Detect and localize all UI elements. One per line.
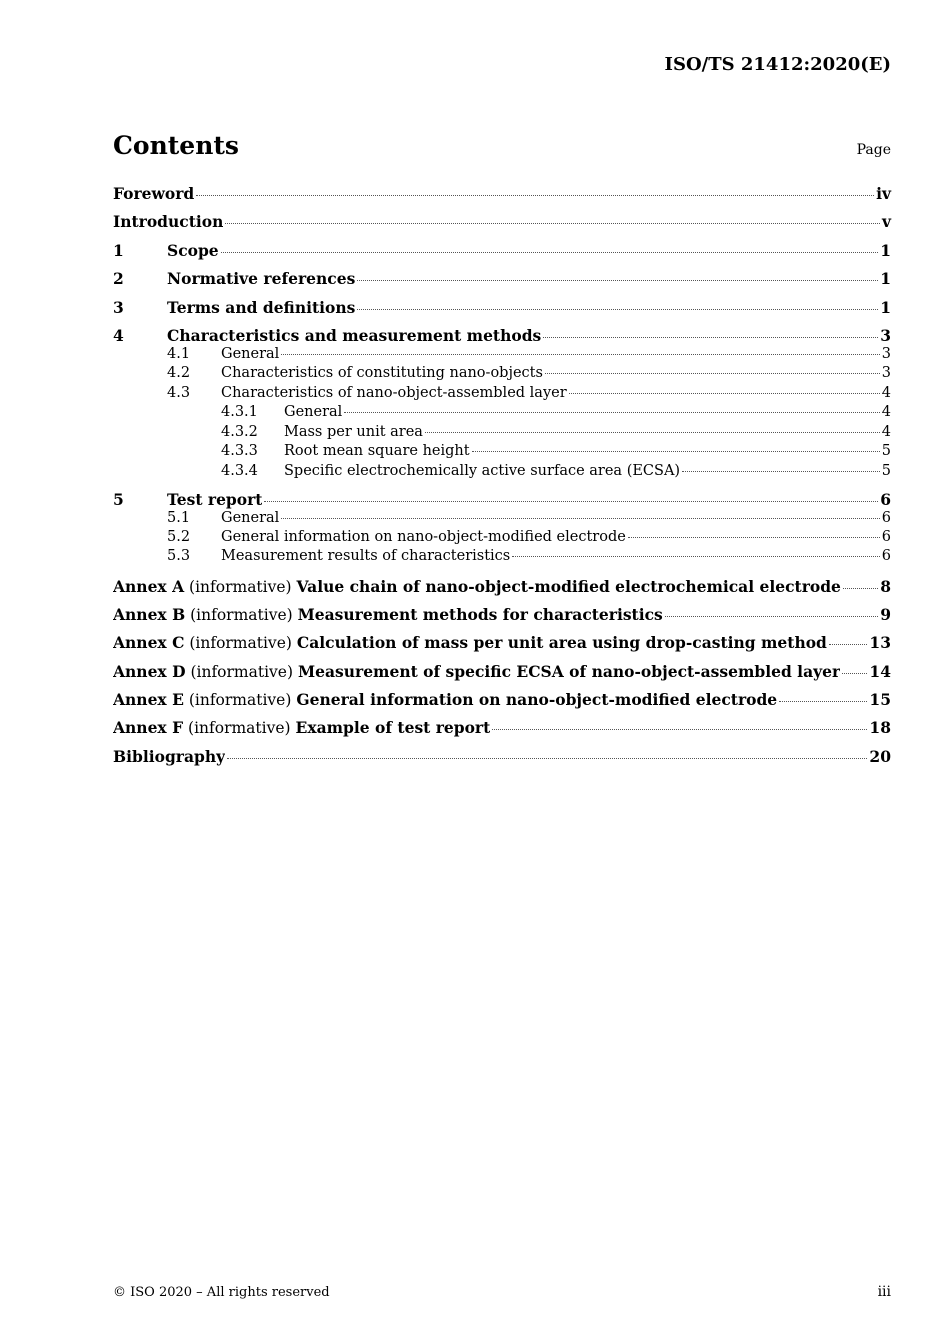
toc-annex-text: [113, 577, 841, 596]
toc-entry-text: Characteristics of constituting nano-objects: [221, 365, 543, 381]
toc-entry-page: 14: [869, 662, 891, 681]
toc-entry-text: Introduction: [113, 212, 224, 231]
annex-title: Example of test report: [295, 718, 491, 737]
toc-entry-text: General: [221, 346, 280, 362]
toc-entry-page: 5: [881, 443, 891, 459]
toc-entry-text: Characteristics of nano-object-assembled layer: [221, 385, 567, 401]
toc-entry-page: 4: [881, 404, 891, 420]
annex-title: Calculation of mass per unit area using drop-casting method: [296, 633, 827, 652]
toc-entry-page: 3: [881, 365, 891, 381]
toc-entry-4-3[interactable]: [113, 385, 891, 405]
toc-entry-number: 4.3.3: [221, 443, 258, 459]
toc-entry-4-2[interactable]: [113, 365, 891, 385]
toc-annex-e[interactable]: [113, 690, 891, 710]
toc-entry-5-3[interactable]: [113, 548, 891, 568]
dot-leader: [225, 223, 880, 224]
dot-leader: [665, 616, 878, 617]
toc-entry-page: 6: [881, 548, 891, 564]
dot-leader: [264, 501, 878, 502]
toc-entry-terms-definitions[interactable]: [113, 298, 891, 318]
toc-entry-number: 5: [113, 490, 124, 509]
page-column-label: Page: [856, 142, 891, 158]
dot-leader: [842, 673, 867, 674]
toc-entry-page: 15: [869, 690, 891, 709]
toc-annex-a[interactable]: [113, 577, 891, 597]
annex-label: Annex A: [113, 577, 185, 596]
toc-annex-text: [113, 662, 840, 681]
toc-entry-page: 18: [869, 718, 891, 737]
toc-entry-page: 9: [880, 605, 891, 624]
toc-annex-text: [113, 605, 663, 624]
toc-entry-page: 6: [881, 510, 891, 526]
dot-leader: [779, 701, 867, 702]
page-title: Contents: [113, 131, 240, 160]
toc-entry-page: 1: [880, 241, 891, 260]
toc-entry-text: Characteristics and measurement methods: [167, 326, 542, 345]
toc-entry-number: 4: [113, 326, 124, 345]
toc-entry-page: 20: [869, 747, 891, 766]
toc-entry-number: 3: [113, 298, 124, 317]
toc-entry-scope[interactable]: [113, 241, 891, 261]
copyright-notice: © ISO 2020 – All rights reserved: [113, 1285, 330, 1300]
annex-label: Annex E: [113, 690, 184, 709]
toc-entry-number: 4.3.2: [221, 424, 258, 440]
dot-leader: [682, 471, 880, 472]
dot-leader: [569, 393, 880, 394]
annex-type: (informative): [189, 634, 292, 652]
dot-leader: [221, 252, 879, 253]
toc-entry-4-3-2[interactable]: [113, 424, 891, 444]
toc-annex-f[interactable]: [113, 718, 891, 738]
toc-entry-5-1[interactable]: [113, 510, 891, 530]
toc-entry-number: 4.3.4: [221, 463, 258, 479]
toc-entry-page: iv: [876, 184, 891, 203]
toc-entry-number: 1: [113, 241, 124, 260]
toc-entry-number: 4.3: [167, 385, 191, 401]
toc-entry-text: Mass per unit area: [284, 424, 423, 440]
toc-entry-4-3-1[interactable]: [113, 404, 891, 424]
toc-annex-text: [113, 633, 827, 652]
dot-leader: [512, 556, 880, 557]
dot-leader: [472, 451, 880, 452]
annex-title: Measurement methods for characteristics: [297, 605, 663, 624]
toc-annex-b[interactable]: [113, 605, 891, 625]
dot-leader: [227, 758, 867, 759]
annex-label: Annex D: [113, 662, 186, 681]
toc-entry-page: 1: [880, 298, 891, 317]
toc-entry-page: 3: [881, 346, 891, 362]
toc-entry-foreword[interactable]: [113, 184, 891, 204]
dot-leader: [281, 518, 879, 519]
annex-title: Measurement of specific ECSA of nano-object-assembled layer: [297, 662, 841, 681]
annex-label: Annex F: [113, 718, 184, 737]
toc-entry-characteristics[interactable]: [113, 326, 891, 346]
dot-leader: [196, 195, 874, 196]
annex-type: (informative): [189, 578, 292, 596]
toc-entry-page: 1: [880, 269, 891, 288]
toc-entry-text: Specific electrochemically active surface area (ECSA): [284, 463, 681, 479]
toc-entry-4-1[interactable]: [113, 346, 891, 366]
dot-leader: [829, 644, 868, 645]
toc-entry-text: Bibliography: [113, 747, 226, 766]
toc-annex-text: [113, 718, 490, 737]
dot-leader: [344, 412, 879, 413]
dot-leader: [843, 588, 878, 589]
toc-annex-d[interactable]: [113, 662, 891, 682]
toc-entry-page: 6: [881, 529, 891, 545]
dot-leader: [545, 373, 880, 374]
toc-entry-text: Terms and definitions: [167, 298, 356, 317]
toc-entry-text: Foreword: [113, 184, 195, 203]
toc-entry-page: 4: [881, 385, 891, 401]
dot-leader: [357, 309, 878, 310]
dot-leader: [357, 280, 878, 281]
toc-annex-c[interactable]: [113, 633, 891, 653]
toc-entry-page: v: [881, 212, 891, 231]
toc-entry-page: 4: [881, 424, 891, 440]
toc-entry-text: Measurement results of characteristics: [221, 548, 511, 564]
annex-label: Annex C: [113, 633, 185, 652]
annex-type: (informative): [188, 719, 291, 737]
toc-entry-number: 2: [113, 269, 124, 288]
toc-entry-normative-references[interactable]: [113, 269, 891, 289]
toc-entry-4-3-4[interactable]: [113, 463, 891, 483]
toc-entry-page: 13: [869, 633, 891, 652]
dot-leader: [425, 432, 880, 433]
toc-entry-text: General: [284, 404, 343, 420]
toc-entry-number: 5.3: [167, 548, 191, 564]
annex-title: General information on nano-object-modified electrode: [296, 690, 778, 709]
toc-entry-text: General information on nano-object-modified electrode: [221, 529, 626, 545]
toc-entry-text: Test report: [167, 490, 263, 509]
annex-type: (informative): [190, 606, 293, 624]
dot-leader: [543, 337, 878, 338]
dot-leader: [492, 729, 867, 730]
toc-entry-page: 3: [880, 326, 891, 345]
dot-leader: [628, 537, 880, 538]
toc-entry-4-3-3[interactable]: [113, 443, 891, 463]
toc-entry-text: Normative references: [167, 269, 356, 288]
toc-entry-number: 4.2: [167, 365, 191, 381]
annex-type: (informative): [190, 663, 294, 681]
toc-annex-text: [113, 690, 777, 709]
toc-entry-bibliography[interactable]: [113, 747, 891, 767]
toc-entry-number: 5.2: [167, 529, 191, 545]
annex-label: Annex B: [113, 605, 186, 624]
annex-title: Value chain of nano-object-modified electrochemical electrode: [296, 577, 841, 596]
toc-entry-test-report[interactable]: [113, 490, 891, 510]
document-id: ISO/TS 21412:2020(E): [664, 54, 891, 75]
toc-entry-number: 4.3.1: [221, 404, 258, 420]
dot-leader: [281, 354, 879, 355]
toc-entry-page: 6: [880, 490, 891, 509]
toc-entry-text: Scope: [167, 241, 219, 260]
page-number: iii: [877, 1284, 891, 1300]
toc-entry-5-2[interactable]: [113, 529, 891, 549]
toc-entry-page: 5: [881, 463, 891, 479]
toc-entry-introduction[interactable]: [113, 212, 891, 232]
toc-entry-text: Root mean square height: [284, 443, 470, 459]
toc-entry-text: General: [221, 510, 280, 526]
toc-entry-number: 5.1: [167, 510, 191, 526]
toc-entry-page: 8: [880, 577, 891, 596]
toc-entry-number: 4.1: [167, 346, 191, 362]
annex-type: (informative): [188, 691, 292, 709]
